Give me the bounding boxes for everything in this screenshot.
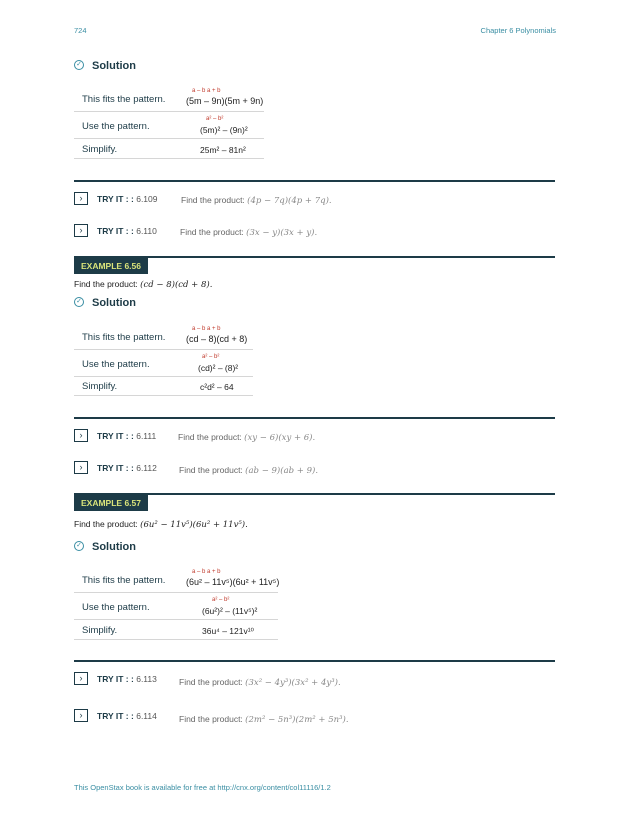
- solution-row: [74, 593, 278, 620]
- pattern-annotation: a² – b²: [206, 116, 224, 122]
- row-label: This fits the pattern.: [82, 332, 166, 343]
- solution-row: [74, 377, 253, 396]
- check-circle-icon: ✓: [74, 541, 84, 551]
- try-it-label: TRY IT : : 6.113: [97, 674, 157, 684]
- pattern-annotation: a – b a + b: [192, 326, 221, 332]
- section-divider: [74, 660, 555, 662]
- try-it-label: TRY IT : : 6.112: [97, 463, 157, 473]
- solution-row: [74, 565, 278, 593]
- solution-row: [74, 350, 253, 377]
- row-value: (5m – 9n)(5m + 9n): [186, 96, 264, 106]
- pattern-annotation: a² – b²: [212, 597, 230, 603]
- try-it-label: TRY IT : : 6.114: [97, 711, 157, 721]
- row-label: Use the pattern.: [82, 359, 150, 370]
- solution-row: [74, 139, 264, 159]
- row-label: This fits the pattern.: [82, 94, 166, 105]
- solution-row: [74, 112, 264, 139]
- row-label: Simplify.: [82, 381, 118, 392]
- pattern-annotation: a – b a + b: [192, 569, 221, 575]
- chapter-title: Chapter 6 Polynomials: [480, 26, 556, 35]
- try-it-question: Find the product: (xy − 6)(xy + 6).: [178, 432, 316, 443]
- row-value: c²d² – 64: [200, 382, 234, 392]
- check-circle-icon: ✓: [74, 297, 84, 307]
- try-it-question: Find the product: (ab − 9)(ab + 9).: [179, 465, 319, 476]
- try-it-question: Find the product: (4p − 7q)(4p + 7q).: [181, 195, 332, 206]
- example-question: Find the product: (6u² − 11v⁵)(6u² + 11v⁵).: [74, 519, 248, 530]
- row-label: This fits the pattern.: [82, 575, 166, 586]
- try-it-label: TRY IT : : 6.110: [97, 226, 157, 236]
- row-label: Use the pattern.: [82, 602, 150, 613]
- row-value: 25m² – 81n²: [200, 145, 246, 155]
- solution-row: [74, 84, 264, 112]
- example-question: Find the product: (cd − 8)(cd + 8).: [74, 279, 213, 290]
- solution-title: Solution: [92, 541, 136, 553]
- solution-title: Solution: [92, 297, 136, 309]
- solution-title: Solution: [92, 60, 136, 72]
- row-label: Simplify.: [82, 625, 118, 636]
- chevron-right-icon[interactable]: ›: [74, 224, 88, 237]
- chevron-right-icon[interactable]: ›: [74, 429, 88, 442]
- chevron-right-icon[interactable]: ›: [74, 461, 88, 474]
- section-divider: [74, 417, 555, 419]
- section-divider: [74, 180, 555, 182]
- row-value: (5m)² – (9n)²: [200, 125, 248, 135]
- chevron-right-icon[interactable]: ›: [74, 672, 88, 685]
- check-circle-icon: ✓: [74, 60, 84, 70]
- row-value: (cd)² – (8)²: [198, 363, 239, 373]
- try-it-question: Find the product: (2m² − 5n³)(2m² + 5n³).: [179, 714, 349, 725]
- solution-row: [74, 322, 253, 350]
- try-it-label: TRY IT : : 6.109: [97, 194, 158, 204]
- chevron-right-icon[interactable]: ›: [74, 709, 88, 722]
- try-it-label: TRY IT : : 6.111: [97, 431, 157, 441]
- row-value: (6u²)² – (11v⁵)²: [202, 606, 258, 616]
- pattern-annotation: a² – b²: [202, 354, 220, 360]
- pattern-annotation: a – b a + b: [192, 88, 221, 94]
- row-value: 36u⁴ – 121v¹⁰: [202, 626, 254, 636]
- chevron-right-icon[interactable]: ›: [74, 192, 88, 205]
- try-it-question: Find the product: (3x² − 4y³)(3x² + 4y³).: [179, 677, 341, 688]
- example-banner: EXAMPLE 6.57: [74, 494, 148, 511]
- try-it-question: Find the product: (3x − y)(3x + y).: [180, 227, 318, 238]
- solution-row: [74, 620, 278, 640]
- page-number: 724: [74, 26, 87, 35]
- row-label: Use the pattern.: [82, 121, 150, 132]
- row-value: (6u² – 11v⁵)(6u² + 11v⁵): [186, 577, 280, 587]
- row-label: Simplify.: [82, 144, 118, 155]
- row-value: (cd – 8)(cd + 8): [186, 334, 248, 344]
- example-banner: EXAMPLE 6.56: [74, 257, 148, 274]
- footer-note: This OpenStax book is available for free at http://cnx.org/content/col11116/1.2: [74, 783, 331, 792]
